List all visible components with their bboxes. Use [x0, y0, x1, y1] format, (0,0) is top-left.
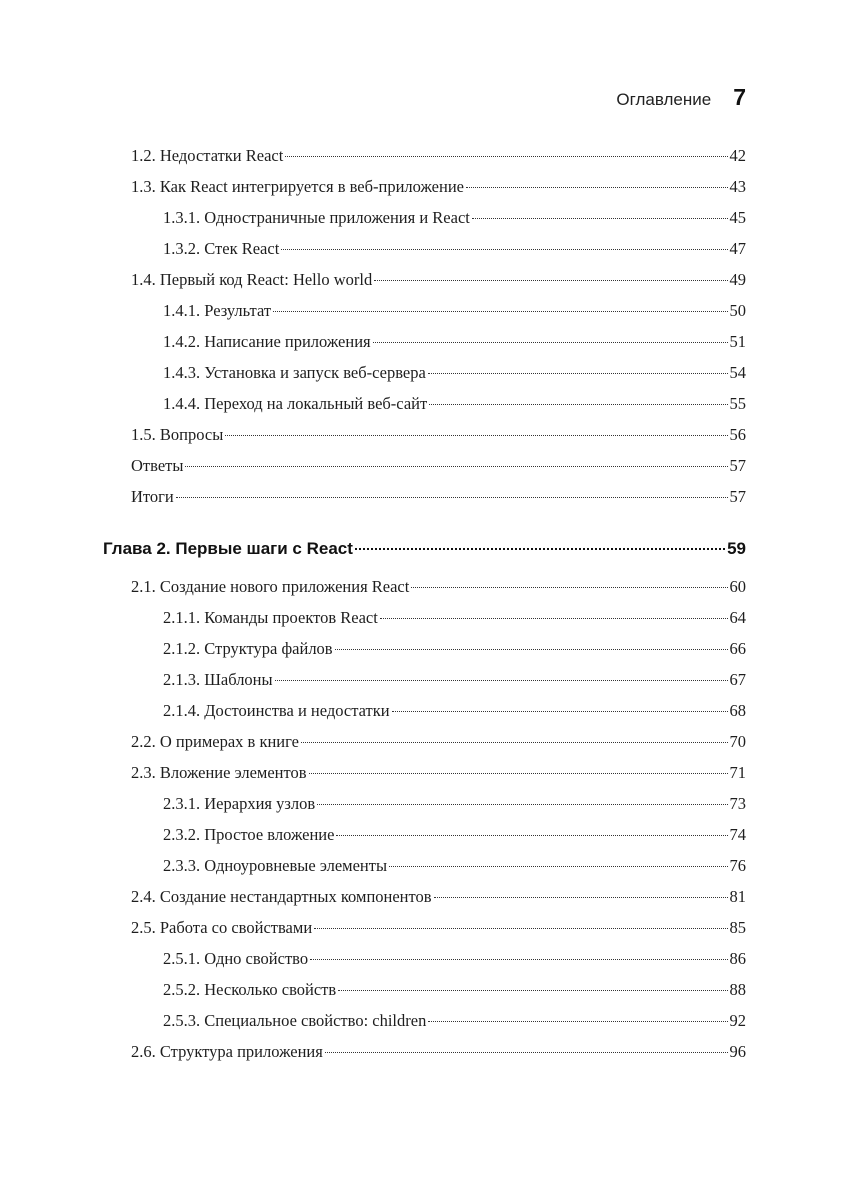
toc-entry[interactable]: [163, 825, 746, 851]
toc-entry-page: 68: [729, 701, 746, 720]
dot-leader: [176, 497, 728, 498]
toc-entry-page: 47: [729, 239, 746, 258]
dot-leader: [309, 773, 728, 774]
toc-entry-page: 81: [729, 887, 746, 906]
dot-leader: [336, 835, 727, 836]
dot-leader: [392, 711, 728, 712]
toc-entry-page: 50: [729, 301, 746, 320]
page-number: 7: [733, 84, 746, 110]
running-header-title: Оглавление: [616, 90, 712, 109]
toc-entry-title: 1.5. Вопросы: [131, 425, 224, 444]
toc-entry-title: 1.3. Как React интегрируется в веб-приложение: [131, 177, 464, 196]
toc-entry[interactable]: [163, 608, 746, 634]
dot-leader: [325, 1052, 728, 1053]
toc-entry[interactable]: [163, 1011, 746, 1037]
toc-entry-page: 42: [729, 146, 746, 165]
toc-entry-title: 1.3.1. Одностраничные приложения и React: [163, 208, 470, 227]
toc-entry[interactable]: [131, 425, 746, 451]
toc-entry-page: 51: [729, 332, 746, 351]
toc-entry[interactable]: [163, 980, 746, 1006]
dot-leader: [301, 742, 727, 743]
toc-entry[interactable]: [163, 394, 746, 420]
toc-entry[interactable]: [131, 270, 746, 296]
toc-entry[interactable]: [163, 701, 746, 727]
toc-entry[interactable]: [131, 887, 746, 913]
toc-entry-page: 96: [729, 1042, 746, 1061]
dot-leader: [225, 435, 727, 436]
dot-leader: [355, 548, 725, 550]
toc-entry-page: 85: [729, 918, 746, 937]
toc-entry-title: 2.5. Работа со свойствами: [131, 918, 313, 937]
toc-entry-title: 1.4. Первый код React: Hello world: [131, 270, 373, 289]
dot-leader: [374, 280, 727, 281]
toc-entry[interactable]: [163, 949, 746, 975]
toc-entry[interactable]: [163, 794, 746, 820]
toc-entry-page: 54: [729, 363, 746, 382]
toc-entry-title: 2.1.2. Структура файлов: [163, 639, 333, 658]
toc-entry-title: 2.5.2. Несколько свойств: [163, 980, 337, 999]
toc-entry[interactable]: [163, 208, 746, 234]
toc-entry-page: 88: [729, 980, 746, 999]
toc-entry[interactable]: [163, 332, 746, 358]
toc-chapter-heading[interactable]: [103, 539, 746, 565]
toc-entry-page: 76: [729, 856, 746, 875]
toc-entry-page: 57: [729, 487, 746, 506]
toc-entry-title: 2.1.1. Команды проектов React: [163, 608, 378, 627]
dot-leader: [472, 218, 728, 219]
toc-entry[interactable]: [131, 763, 746, 789]
toc-entry-title: 2.2. О примерах в книге: [131, 732, 300, 751]
toc-entry[interactable]: [131, 456, 746, 482]
toc-entry-page: 49: [729, 270, 746, 289]
toc-entry-title: 1.4.1. Результат: [163, 301, 272, 320]
dot-leader: [310, 959, 727, 960]
dot-leader: [285, 156, 727, 157]
toc-entry-page: 66: [729, 639, 746, 658]
toc-entry[interactable]: [131, 1042, 746, 1068]
toc-entry-page: 67: [729, 670, 746, 689]
dot-leader: [411, 587, 727, 588]
dot-leader: [389, 866, 727, 867]
toc-entry[interactable]: [163, 639, 746, 665]
toc-entry-page: 64: [729, 608, 746, 627]
toc-entry-page: 70: [729, 732, 746, 751]
toc-entry-title: 2.3. Вложение элементов: [131, 763, 307, 782]
toc-entry-page: 43: [729, 177, 746, 196]
toc-entry-page: 45: [729, 208, 746, 227]
dot-leader: [185, 466, 727, 467]
dot-leader: [273, 311, 727, 312]
toc-entry-page: 55: [729, 394, 746, 413]
dot-leader: [373, 342, 728, 343]
dot-leader: [338, 990, 727, 991]
dot-leader: [429, 404, 727, 405]
dot-leader: [335, 649, 728, 650]
dot-leader: [314, 928, 727, 929]
dot-leader: [275, 680, 728, 681]
toc-entry[interactable]: [163, 363, 746, 389]
toc-entry[interactable]: [131, 487, 746, 513]
toc-entry-page: 74: [729, 825, 746, 844]
dot-leader: [380, 618, 728, 619]
toc-entry-page: 57: [729, 456, 746, 475]
toc-entry-title: 2.1.3. Шаблоны: [163, 670, 273, 689]
toc-entry-title: 1.4.2. Написание приложения: [163, 332, 371, 351]
toc-entry-title: 1.4.3. Установка и запуск веб-сервера: [163, 363, 426, 382]
page-header: [616, 84, 746, 111]
toc-entry[interactable]: [163, 239, 746, 265]
toc-entry-title: Итоги: [131, 487, 174, 506]
dot-leader: [428, 1021, 727, 1022]
toc-entry-page: 92: [729, 1011, 746, 1030]
toc-entry[interactable]: [131, 918, 746, 944]
toc-entry[interactable]: [131, 146, 746, 172]
toc-entry-title: 1.2. Недостатки React: [131, 146, 284, 165]
dot-leader: [434, 897, 728, 898]
chapter-title: Глава 2. Первые шаги с React: [103, 539, 353, 558]
toc-entry[interactable]: [131, 577, 746, 603]
toc-entry-title: 2.1.4. Достоинства и недостатки: [163, 701, 390, 720]
toc-entry-page: 86: [729, 949, 746, 968]
dot-leader: [281, 249, 727, 250]
toc-entry-page: 56: [729, 425, 746, 444]
toc-entry-title: 2.4. Создание нестандартных компонентов: [131, 887, 432, 906]
toc-entry-title: 2.3.1. Иерархия узлов: [163, 794, 316, 813]
toc-entry-page: 73: [729, 794, 746, 813]
toc-entry[interactable]: [163, 856, 746, 882]
toc-entry-title: 2.6. Структура приложения: [131, 1042, 323, 1061]
toc-entry-title: 1.4.4. Переход на локальный веб-сайт: [163, 394, 428, 413]
toc-entry-title: 2.1. Создание нового приложения React: [131, 577, 410, 596]
dot-leader: [466, 187, 728, 188]
toc-entry-title: 1.3.2. Стек React: [163, 239, 280, 258]
toc-entry-title: 2.3.3. Одноуровневые элементы: [163, 856, 388, 875]
toc-entry-title: Ответы: [131, 456, 184, 475]
toc-entry-title: 2.3.2. Простое вложение: [163, 825, 335, 844]
toc-entry[interactable]: [131, 732, 746, 758]
toc-entry-title: 2.5.3. Специальное свойство: children: [163, 1011, 427, 1030]
toc-entry-page: 71: [729, 763, 746, 782]
toc-entry-title: 2.5.1. Одно свойство: [163, 949, 309, 968]
toc-entry[interactable]: [163, 670, 746, 696]
toc-entry-page: 60: [729, 577, 746, 596]
dot-leader: [428, 373, 728, 374]
toc-entry[interactable]: [163, 301, 746, 327]
toc-entry[interactable]: [131, 177, 746, 203]
chapter-page: 59: [727, 539, 746, 558]
dot-leader: [317, 804, 727, 805]
